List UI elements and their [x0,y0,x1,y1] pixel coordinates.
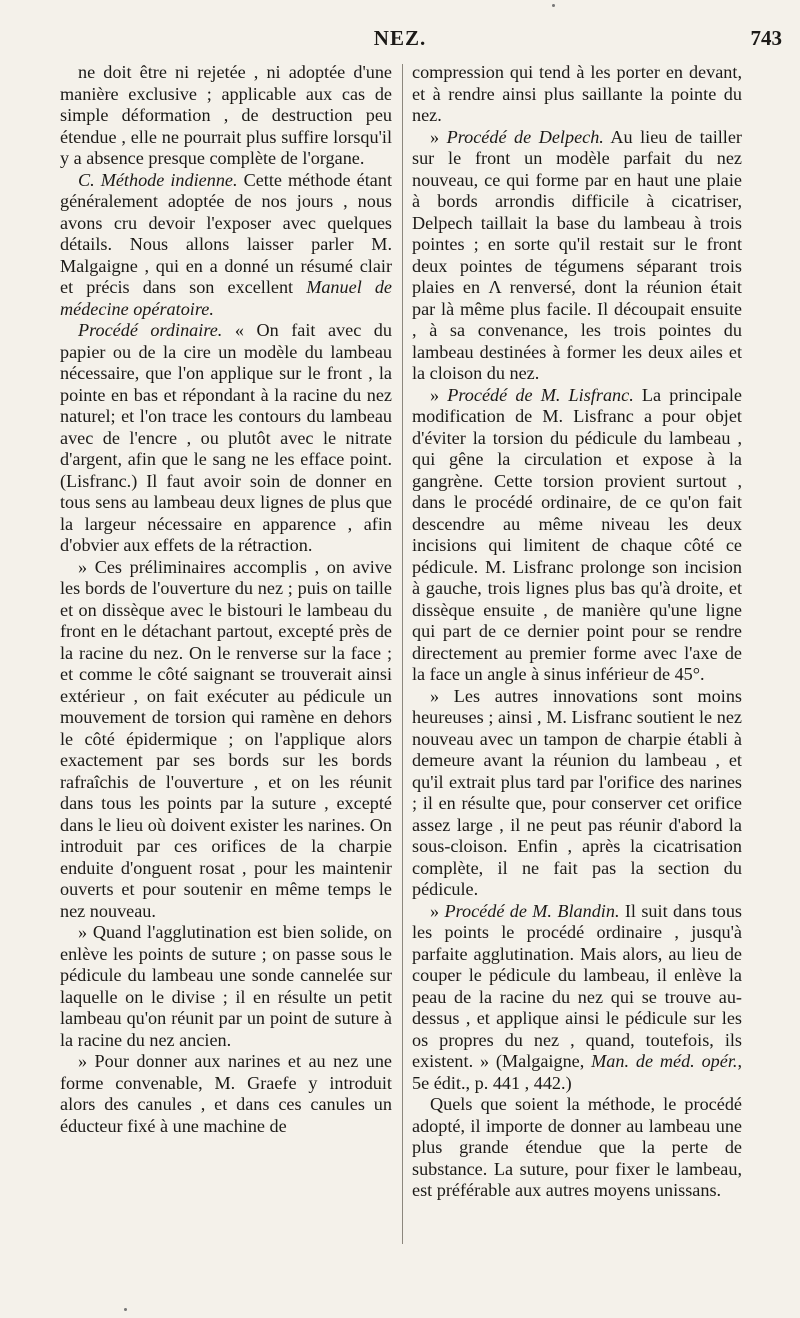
text-run: Quels que soient la méthode, le procédé adopté, il importe de donner au lambeau une plus grande étendue que la perte de substance. La suture, pour fixer le lambeau, est préférable aux autres moyens unissans. [412,1094,742,1200]
text-run: » [430,384,448,405]
paragraph [60,170,392,321]
paragraph [412,127,742,385]
text-run: Cette méthode étant généralement adoptée de nos jours , nous avons cru devoir l'exposer avec quelques détails. Nous allons laisser parler M. Malgaigne , qui en a donné un résumé clair et précis dans son excellent [60,169,392,297]
italic-text: Procédé ordinaire. [78,320,223,340]
text-run: » [430,126,447,147]
paragraph [412,901,742,1095]
italic-text: C. Méthode indienne. [78,169,238,190]
running-head [0,26,800,56]
text-run: » Quand l'agglutination est bien solide, on enlève les points de suture ; on passe sous le pédicule du lambeau une sonde cannelée sur laquelle on le divise ; il en résulte un petit lambeau qu'on réunit par un point de suture à la racine du nez ancien. [60,922,392,1050]
paragraph [60,1051,392,1137]
column-divider [402,64,403,1244]
paragraph [60,62,392,170]
italic-text: Procédé de M. Blandin. [444,900,620,921]
text-run: compression qui tend à les porter en devant, et à rendre ainsi plus saillante la pointe du nez. [412,62,742,125]
italic-text: Manuel de médecine opératoire. [60,277,392,319]
italic-text: Procédé de Delpech. [446,126,604,147]
italic-text: Procédé de M. Lisfranc. [447,384,634,405]
paragraph [412,1094,742,1202]
text-run: « On fait avec du papier ou de la cire un modèle du lambeau nécessaire, que l'on applique sur le front , la pointe en bas et répondant à la racine du nez naturel; et l'on trace les contours du lambeau avec de l'encre , ou plutôt avec le nitrate d'argent, afin que le sang ne les efface point. (Lisfranc.) Il faut avoir soin de donner en tous sens au lambeau deux lignes de plus que la largeur nécessaire en apparence , afin d'obvier aux effets de la rétraction. [60,320,392,555]
paragraph [412,62,742,127]
text-run: » Pour donner aux narines et au nez une forme convenable, M. Graefe y introduit alors des canules , et dans ces canules un éducteur fixé à une machine de [60,1051,392,1136]
paragraph [60,320,392,557]
text-run: » Les autres innovations sont moins heureuses ; ainsi , M. Lisfranc soutient le nez nouveau avec un tampon de charpie établi à demeure avant la réunion du lambeau , et qu'il extrait plus tard par l'orifice des narines ; il en résulte que, pour conserver cet orifice assez large , il ne peut pas réunir d'abord la sous-cloison. Enfin , après la cicatrisation complète, il ne fait pas la section du pédicule. [412,685,742,899]
page-number: 743 [750,26,782,50]
paragraph [60,922,392,1051]
left-column [60,62,392,1137]
text-run: » [430,900,445,921]
text-run: Au lieu de tailler sur le front un modèle parfait du nez nouveau, ce qui forme par en haut une plaie à bords arrondis difficile à cicatriser, Delpech taillait la base du lambeau à trois pointes ; en sorte qu'il restait sur le front deux pointes de tégumens séparant trois plaies en Λ renversé, dont la réunion était par là même plus facile. Il découpait ensuite , à sa convenance, les trois pointes du lambeau destinées à former les deux ailes et la cloison du nez. [412,126,742,383]
paper-speck [124,1308,127,1311]
paragraph [412,385,742,686]
text-run: Il suit dans tous les points le procédé ordinaire , jusqu'à parfaite agglutination. Mais alors, au lieu de couper le pédicule du lambeau, il enlève la peau de la racine du nez qui se trouve au-dessus , et applique ainsi le pédicule sur les os propres du nez , quand, toutefois, ils existent. » (Malgaigne, [412,900,743,1071]
text-run: » Ces préliminaires accomplis , on avive les bords de l'ouverture du nez ; puis on taille et on dissèque avec le bistouri le lambeau du front en le détachant partout, excepté près de la racine du nez. On le renverse sur la face ; et comme le côté saignant se trouverait ainsi extérieur , on fait exécuter au pédicule un mouvement de torsion qui ramène en dehors le côté épidermique ; on l'applique alors exactement par ses bords sur les bords rafraîchis de l'ouverture , et on les réunit dans tous les points par la suture , excepté dans le lieu où doivent exister les narines. On introduit par ces orifices de la charpie enduite d'onguent rosat , pour les maintenir ouverts et pour soutenir en même temps le nez nouveau. [60,556,392,921]
italic-text: Man. de méd. opér. [591,1051,738,1071]
paper-speck [552,4,555,7]
page-title: NEZ. [373,26,427,50]
text-run: , 5e édit., p. 441 , 442.) [412,1051,742,1093]
paragraph [60,557,392,923]
text-run: La principale modification de M. Lisfranc a pour objet d'éviter la torsion du pédicule du lambeau , qui gêne la circulation et expose à la gangrène. Cette torsion provient surtout , dans le procédé ordinaire, de ce qu'on fait descendre au même niveau les deux incisions qui limitent de chaque côté ce pédicule. M. Lisfranc prolonge son incision à gauche, trois lignes plus bas qu'à droite, et dissèque ensuite , de manière qu'une ligne qui part de ce dernier point pour se rendre directement au premier forme avec l'axe de la face un angle à sinus inférieur de 45°. [412,384,742,684]
right-column [412,62,742,1202]
paragraph [412,686,742,901]
text-run: ne doit être ni rejetée , ni adoptée d'une manière exclusive ; applicable aux cas de simple déformation , de destruction peu étendue , elle ne pourrait plus suffire lorsqu'il y a absence presque complète de l'organe. [60,62,392,168]
